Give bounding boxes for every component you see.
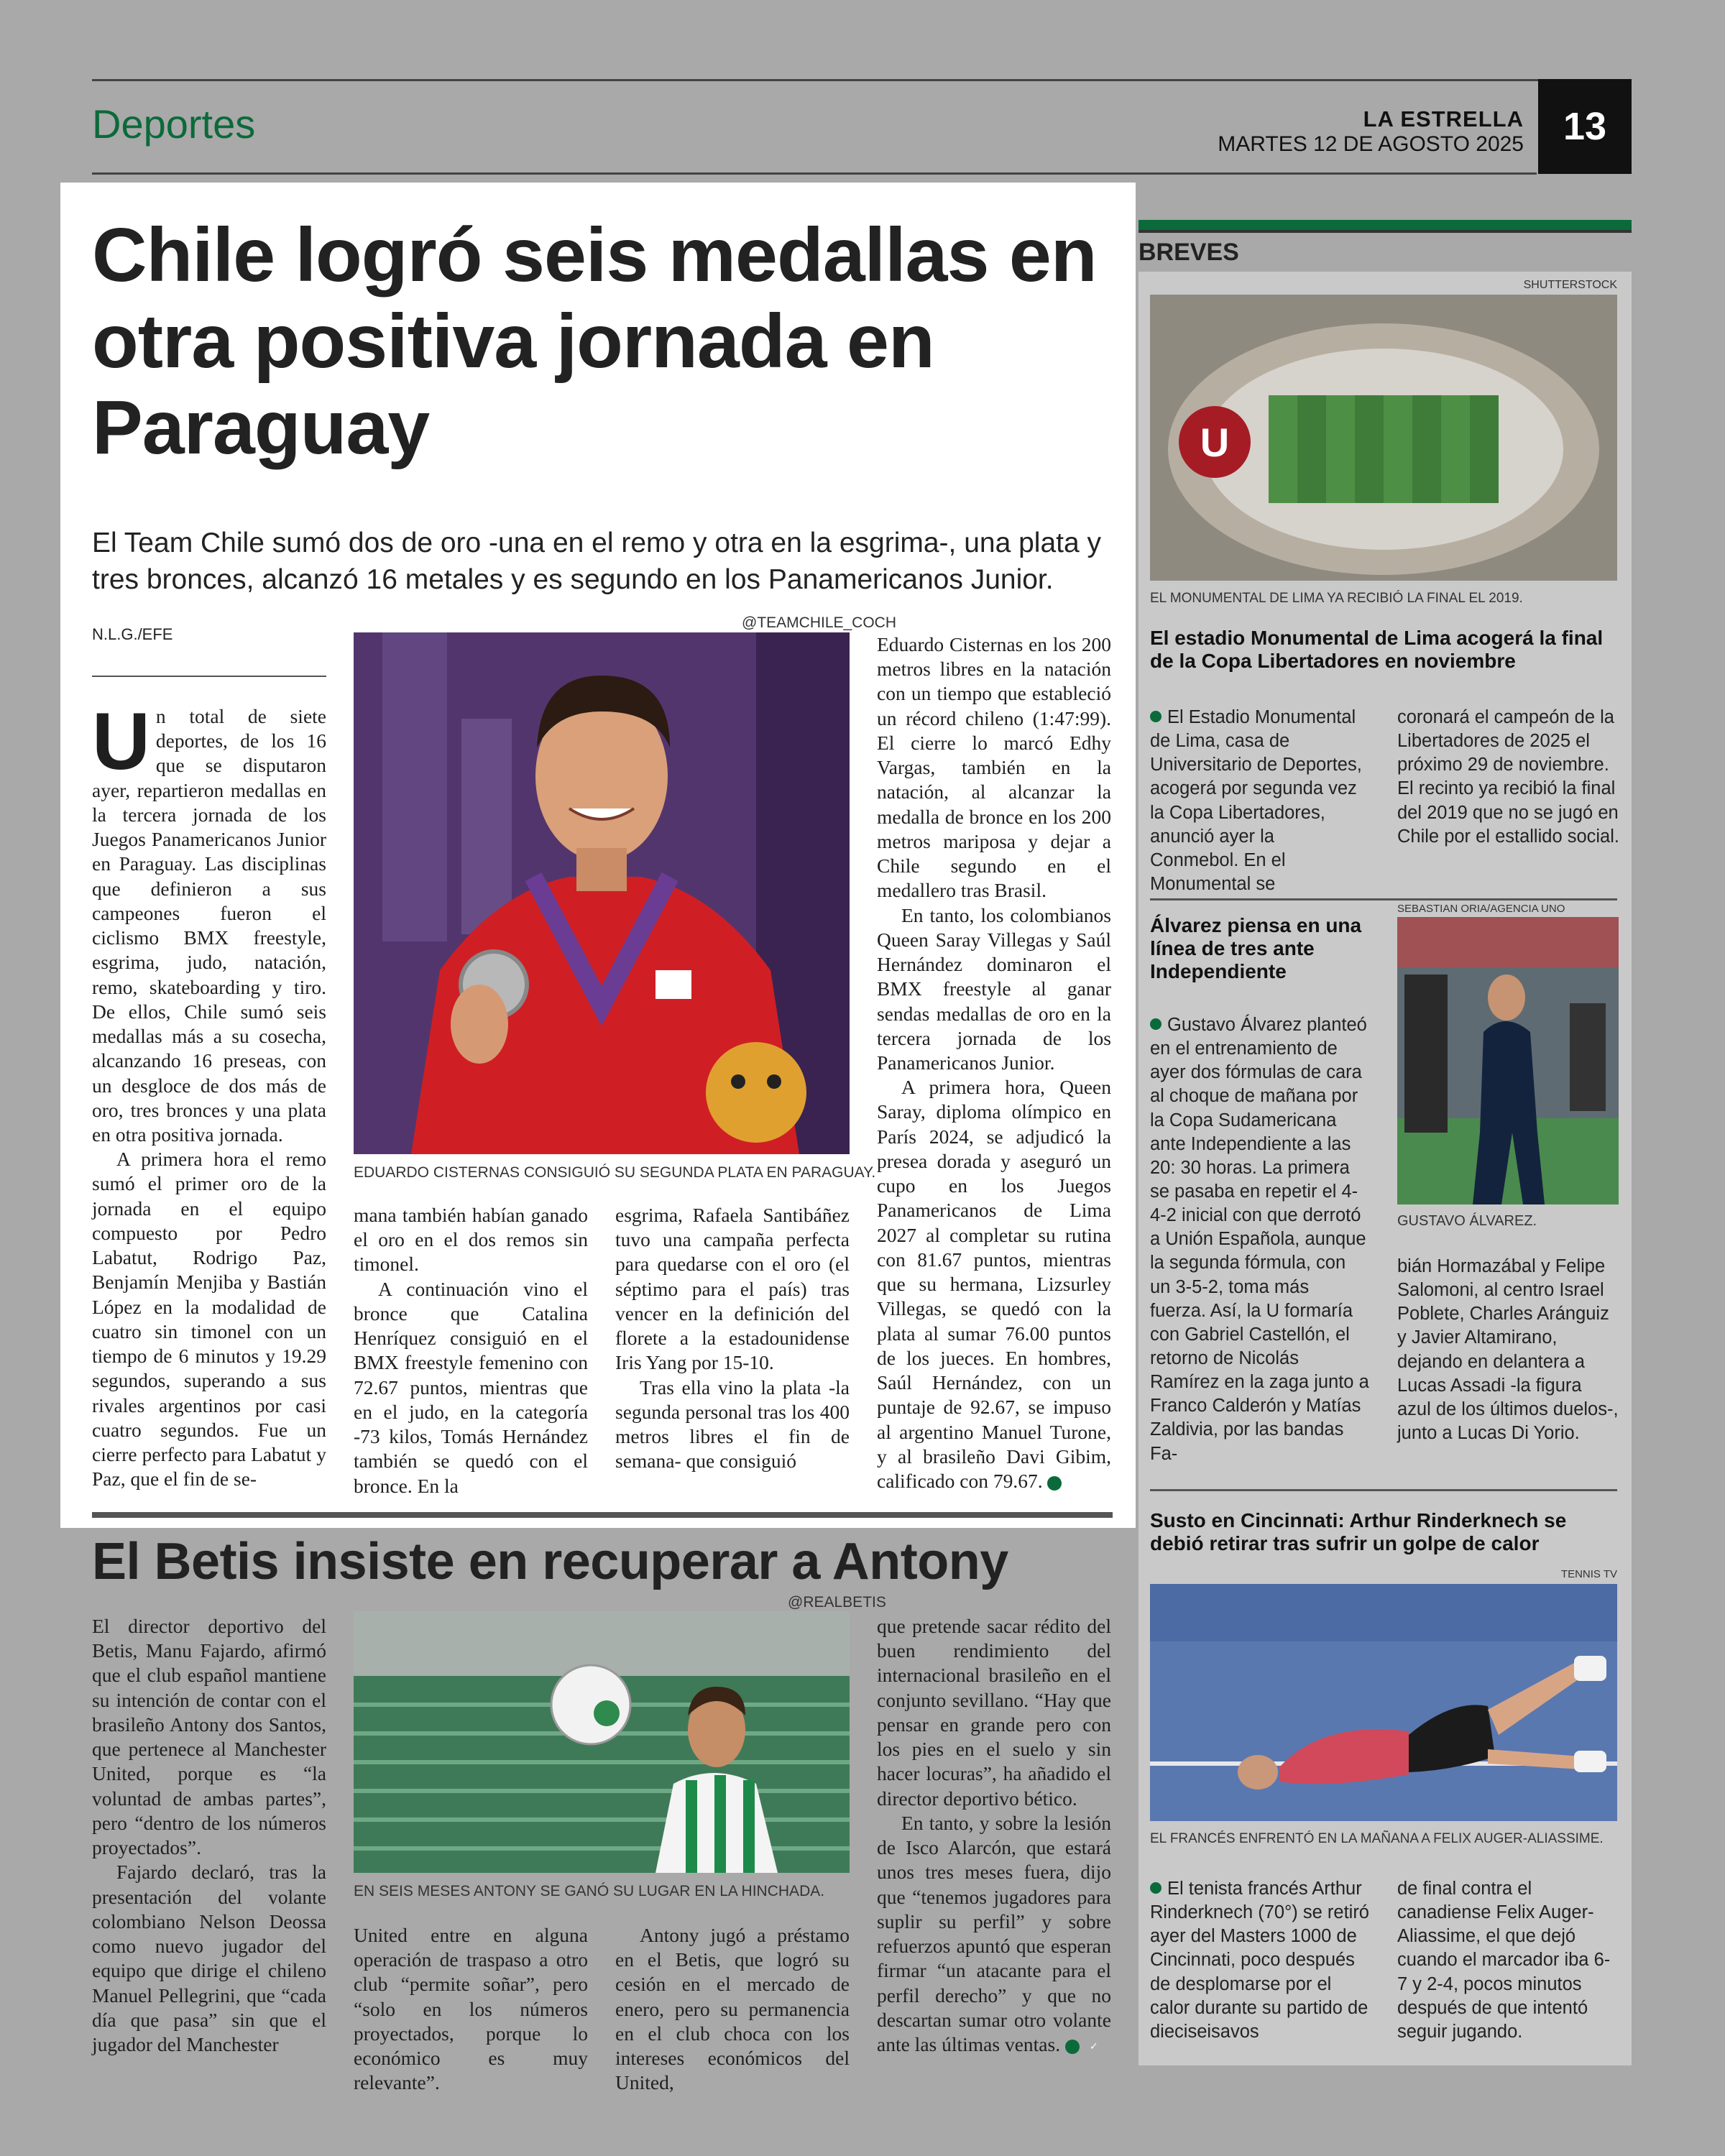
- coach-photo: [1397, 917, 1619, 1204]
- lead-column-4: [877, 632, 1111, 1493]
- brief-3-column-1: [1150, 1877, 1373, 2044]
- paragraph: El director deportivo del Betis, Manu Fajardo, afirmó que el club español mantiene su intención de contar con el brasileño Antony dos Santos, que pertenece al Manchester United, porque es “la voluntad de ambas partes”, pero “dentro de los números proyectados”.: [92, 1615, 326, 1859]
- paragraph: esgrima, Rafaela Santibáñez tuvo una campaña perfecta para quedarse con el oro (el séptimo para el país) tras vencer en la definición del florete a la estadounidense Iris Yang por 15-10.: [615, 1204, 850, 1374]
- paper-name: LA ESTRELLA: [1363, 106, 1524, 132]
- bullet-dot-icon: [1150, 1882, 1162, 1894]
- top-rule: [92, 79, 1632, 81]
- issue-date: MARTES 12 DE AGOSTO 2025: [1218, 132, 1524, 156]
- brief-headline-1: El estadio Monumental de Lima acogerá la final de la Copa Libertadores en noviembre: [1150, 627, 1604, 673]
- bullet-dot-icon: [1150, 1018, 1162, 1030]
- byline: N.L.G./EFE: [92, 625, 173, 643]
- brief-2-column-2: bián Hormazábal y Felipe Salomoni, al centro Israel Poblete, Charles Aránguiz y Javier Altamirano, dejando en delantera a Lucas Assadi -la figura azul de los últimos duelos-, junto a Lucas Di Yorio.: [1397, 1256, 1619, 1443]
- betis-rule: [92, 1512, 1113, 1518]
- lead-photo-caption: EDUARDO CISTERNAS CONSIGUIÓ SU SEGUNDA PLATA EN PARAGUAY.: [354, 1164, 876, 1181]
- paragraph: Tras ella vino la plata -la segunda personal tras los 400 metros libres el fin de semana- que consiguió: [615, 1376, 850, 1473]
- brief-text: Gustavo Álvarez planteó en el entrenamiento de ayer dos fórmulas de cara al choque de mañana por la Copa Sudamericana ante Independiente a las 20: 30 horas. La primera se pasaba en repetir el 4-4-2 inicial con que derrotó a Unión Española, aunque la segunda fórmula, con un 3-5-2, toma más fuerza. Así, la U formaría con Gabriel Castellón, el retorno de Nicolás Ramírez en la zaga junto a Franco Calderón y Matías Zaldivia, por las bandas Fa-: [1150, 1015, 1369, 1464]
- sidebar-rule: [1138, 230, 1632, 233]
- header-rule: [92, 172, 1537, 175]
- brief-1-column-2: coronará el campeón de la Libertadores de 2025 el próximo 29 de noviembre. El recinto ya recibió la final del 2019 que no se jugó en Chile por el estallido social.: [1397, 707, 1619, 847]
- sidebar-accent-bar: [1138, 220, 1632, 230]
- brief-2-column-1: [1150, 1013, 1370, 1466]
- lead-photo: [354, 632, 850, 1154]
- paragraph: [877, 1075, 1111, 1493]
- betis-photo: [354, 1611, 850, 1873]
- sidebar-title: BREVES: [1138, 239, 1239, 266]
- paragraph: Eduardo Cisternas en los 200 metros libres en la natación con un tiempo que estableció un récord chileno (1:47:99). El cierre lo marcó Edhy Vargas, también en la natación, al alcanzar la medalla de bronce en los 200 metros mariposa y dejar a Chile segundo en el medallero tras Brasil.: [877, 633, 1111, 902]
- footballer-image: [354, 1611, 850, 1873]
- lead-column-1: [92, 696, 326, 1492]
- coach-photo-caption: GUSTAVO ÁLVAREZ.: [1397, 1213, 1537, 1229]
- swimmer-with-medal-image: [354, 632, 850, 1154]
- paragraph: United entre en alguna operación de traspaso a otro club “permite soñar”, pero “solo en los números proyectados, porque lo económico es muy relevante”.: [354, 1924, 588, 2094]
- stadium-photo-caption: EL MONUMENTAL DE LIMA YA RECIBIÓ LA FINAL EL 2019.: [1150, 591, 1523, 606]
- stadium-image: [1150, 295, 1617, 581]
- paragraph: A continuación vino el bronce que Catalina Henríquez consiguió en el BMX freestyle femenino con 72.67 puntos, mientras que en el judo, en la categoría -73 kilos, Tomás Hernández también se quedó con el bronce. En la: [354, 1277, 588, 1497]
- brief-1-column-1: [1150, 706, 1366, 896]
- section-title: Deportes: [92, 101, 256, 147]
- paragraph: [877, 1811, 1111, 2057]
- tennis-photo: [1150, 1584, 1617, 1821]
- bullet-dot-icon: [1150, 711, 1162, 722]
- brief-divider: [1150, 1489, 1617, 1491]
- lead-deck: El Team Chile sumó dos de oro -una en el remo y otra en la esgrima-, una plata y tres bronces, alcanzó 16 metales y es segundo en los Panamericanos Junior.: [92, 528, 1101, 596]
- photo-credit: SEBASTIAN ORIA/AGENCIA UNO: [1397, 903, 1565, 915]
- paragraph: que pretende sacar rédito del buen rendimiento del internacional brasileño en el conjunto sevillano. “Hay que pensar en grande pero con los pies en el suelo y sin hacer locuras”, ha añadido el director deportivo bético.: [877, 1615, 1111, 1810]
- masthead: [1218, 106, 1524, 157]
- betis-column-4: [877, 1614, 1111, 2057]
- brief-text: El Estadio Monumental de Lima, casa de Universitario de Deportes, acogerá por segunda vez la Copa Libertadores, anunció ayer la Conmebol. En el Monumental se: [1150, 707, 1362, 894]
- paragraph-text: A primera hora, Queen Saray, diploma olímpico en París 2024, se adjudicó la presea dorada y aseguró un cupo en los Juegos Panamericanos de Lima 2027 al completar su rutina con 81.67 puntos, mientras que su hermana, Lizsurley Villegas, se quedó con la plata al sumar 76.00 puntos de los jueces. En hombres, Saúl Hernández, con un puntaje de 92.67, se impuso al argentino Manuel Turone, y al brasileño Davi Gibim, calificado con 79.67.: [877, 1076, 1111, 1492]
- paragraph: Antony jugó a préstamo en el Betis, que logró su cesión en el mercado de enero, pero su permanencia en el club choca con los intereses económicos del United,: [615, 1924, 850, 2094]
- coach-image: [1397, 917, 1619, 1204]
- svg-text:U: U: [1200, 420, 1230, 465]
- lead-headline: Chile logró seis medallas en otra positiva jornada en Paraguay: [92, 213, 1097, 470]
- brief-headline-3: Susto en Cincinnati: Arthur Rinderknech se debió retirar tras sufrir un golpe de calor: [1150, 1509, 1567, 1555]
- lead-column-2: [354, 1203, 588, 1498]
- paragraph: Fajardo declaró, tras la presentación del volante colombiano Nelson Deossa como nuevo jugador del equipo que dirige el chileno Manuel Pellegrini, que “cada día que pasa” sin que el jugador del Manchester: [92, 1861, 326, 2055]
- tennis-photo-caption: EL FRANCÉS ENFRENTÓ EN LA MAÑANA A FELIX AUGER-ALIASSIME.: [1150, 1831, 1604, 1846]
- brief-headline-2: Álvarez piensa en una línea de tres ante Independiente: [1150, 914, 1362, 983]
- brief-3-column-2: de final contra el canadiense Felix Auger-Aliassime, el que dejó cuando el marcador iba 6-7 y 2-4, pocos minutos después de que intentó seguir jugando.: [1397, 1879, 1611, 2042]
- photo-credit: SHUTTERSTOCK: [1523, 279, 1617, 291]
- betis-column-2: [354, 1923, 588, 2096]
- paragraph: A primera hora el remo sumó el primer oro de la jornada en el equipo compuesto por Pedro Labatut, Rodrigo Paz, Benjamín Menjiba y Bastián López en la modalidad de cuatro sin timonel con un tiempo de 6 minutos y 19.29 segundos, superando a sus rivales argentinos por casi cuatro segundos. Fue un cierre perfecto para Labatut y Paz, que el fin de se-: [92, 1148, 326, 1491]
- betis-headline: El Betis insiste en recuperar a Antony: [92, 1533, 1008, 1590]
- betis-column-3: [615, 1923, 850, 2096]
- brief-divider: [1150, 898, 1617, 900]
- photo-credit: @TEAMCHILE_COCH: [742, 614, 897, 631]
- end-mark-icon: ✓: [1047, 1476, 1062, 1491]
- page-number: 13: [1538, 79, 1632, 174]
- photo-credit: TENNIS TV: [1560, 1568, 1617, 1580]
- betis-column-1: [92, 1614, 326, 2057]
- drop-cap: U: [92, 696, 150, 786]
- byline-rule: [92, 676, 326, 677]
- paragraph: n total de siete deportes, de los 16 que se disputaron ayer, repartieron medallas en la tercera jornada de los Juegos Panamericanos Junior en Paraguay. Las disciplinas que definieron a sus campeones fueron el ciclismo BMX freestyle, esgrima, judo, natación, remo, skateboarding y tiro. De ellos, Chile sumó seis medallas más a su cosecha, alcanzando 16 preseas, con un desgloce de dos más de oro, tres bronces y una plata en otra positiva jornada.: [92, 705, 326, 1146]
- lead-column-3: [615, 1203, 850, 1474]
- brief-text: El tenista francés Arthur Rinderknech (70°) se retiró ayer del Masters 1000 de Cincinnati, poco después de desplomarse por el calor durante su partido de dieciseisavos: [1150, 1879, 1369, 2042]
- stadium-photo: [1150, 295, 1617, 581]
- paragraph-text: En tanto, y sobre la lesión de Isco Alarcón, que estará unos tres meses fuera, dijo que “tenemos jugadores para suplir su perfil” y sobre refuerzos apuntó que esperan firmar “un atacante para el perfil derecho” y que no descartan sumar otro volante ante las últimas ventas.: [877, 1811, 1111, 2055]
- paragraph: mana también habían ganado el oro en el dos remos sin timonel.: [354, 1204, 588, 1276]
- betis-photo-caption: EN SEIS MESES ANTONY SE GANÓ SU LUGAR EN LA HINCHADA.: [354, 1883, 825, 1899]
- photo-credit: @REALBETIS: [788, 1594, 886, 1611]
- end-mark-icon: ✓: [1065, 2040, 1080, 2054]
- tennis-player-image: [1150, 1584, 1617, 1821]
- paragraph: En tanto, los colombianos Queen Saray Villegas y Saúl Hernández dominaron el BMX freestyle al ganar sendas medallas de oro en la tercera jornada de los Panamericanos Junior.: [877, 903, 1111, 1074]
